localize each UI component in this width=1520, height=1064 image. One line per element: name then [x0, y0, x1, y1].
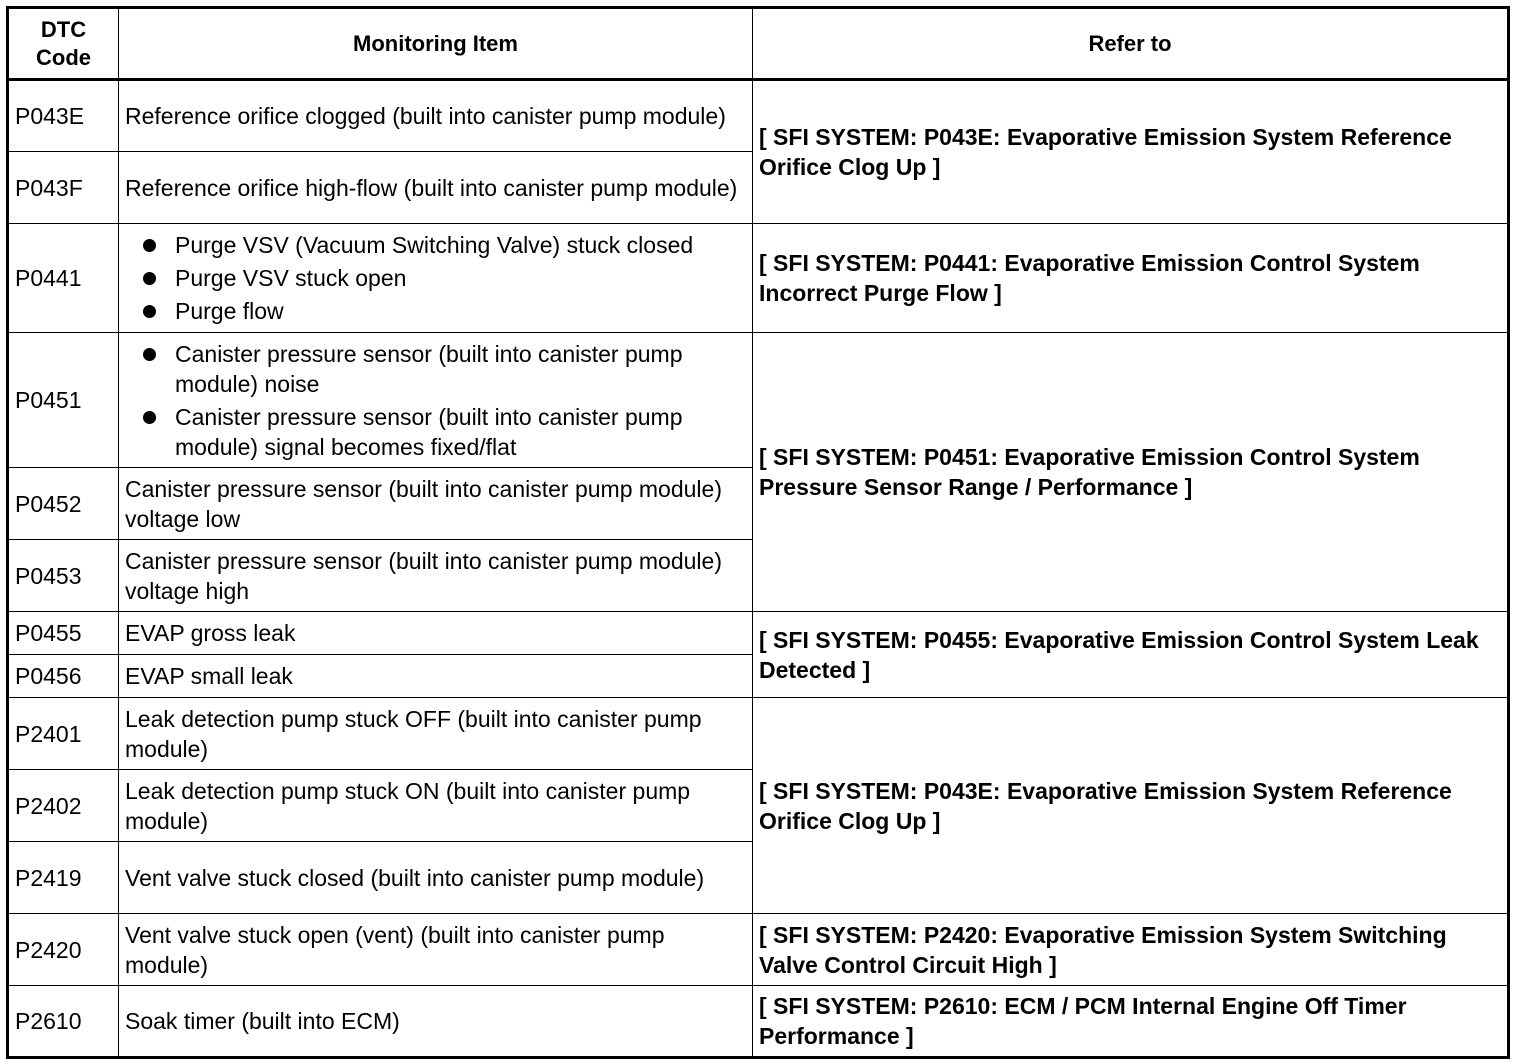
header-refer-to: Refer to — [753, 8, 1509, 80]
bullet-item: Canister pressure sensor (built into canister pump module) signal becomes fixed/flat — [125, 402, 746, 462]
monitoring-item: Reference orifice clogged (built into canister pump module) — [119, 80, 753, 152]
dtc-code: P0455 — [8, 612, 119, 655]
refer-to-link[interactable]: [ SFI SYSTEM: P0441: Evaporative Emission Control System Incorrect Purge Flow ] — [753, 224, 1509, 333]
table-row — [8, 986, 1509, 1058]
refer-to-link[interactable]: [ SFI SYSTEM: P2610: ECM / PCM Internal Engine Off Timer Performance ] — [753, 986, 1509, 1058]
refer-to-link[interactable]: [ SFI SYSTEM: P0455: Evaporative Emission Control System Leak Detected ] — [753, 612, 1509, 698]
dtc-code: P0441 — [8, 224, 119, 333]
dtc-code: P0456 — [8, 655, 119, 698]
monitoring-item: Vent valve stuck open (vent) (built into canister pump module) — [119, 914, 753, 986]
dtc-code: P2419 — [8, 842, 119, 914]
bullet-list — [125, 230, 746, 326]
monitoring-item: Canister pressure sensor (built into canister pump module) voltage low — [119, 468, 753, 540]
dtc-code: P0453 — [8, 540, 119, 612]
monitoring-item: Canister pressure sensor (built into canister pump module) voltage high — [119, 540, 753, 612]
refer-to-link[interactable]: [ SFI SYSTEM: P2420: Evaporative Emission System Switching Valve Control Circuit High ] — [753, 914, 1509, 986]
refer-to-link[interactable]: [ SFI SYSTEM: P043E: Evaporative Emission System Reference Orifice Clog Up ] — [753, 80, 1509, 224]
monitoring-item: Soak timer (built into ECM) — [119, 986, 753, 1058]
dtc-code: P0451 — [8, 333, 119, 468]
bullet-item: Purge VSV stuck open — [125, 263, 746, 293]
monitoring-item: EVAP small leak — [119, 655, 753, 698]
refer-to-link[interactable]: [ SFI SYSTEM: P043E: Evaporative Emission System Reference Orifice Clog Up ] — [753, 698, 1509, 914]
table-row — [8, 914, 1509, 986]
bullet-item: Purge VSV (Vacuum Switching Valve) stuck closed — [125, 230, 746, 260]
header-monitoring-item: Monitoring Item — [119, 8, 753, 80]
dtc-code: P043F — [8, 152, 119, 224]
header-dtc-code: DTC Code — [8, 8, 119, 80]
dtc-code: P2420 — [8, 914, 119, 986]
dtc-code: P043E — [8, 80, 119, 152]
dtc-code: P2402 — [8, 770, 119, 842]
monitoring-item: Leak detection pump stuck ON (built into canister pump module) — [119, 770, 753, 842]
dtc-code: P0452 — [8, 468, 119, 540]
bullet-item: Purge flow — [125, 296, 746, 326]
table-row — [8, 698, 1509, 770]
monitoring-item — [119, 333, 753, 468]
table-row — [8, 80, 1509, 152]
bullet-item: Canister pressure sensor (built into canister pump module) noise — [125, 339, 746, 399]
refer-to-link[interactable]: [ SFI SYSTEM: P0451: Evaporative Emission Control System Pressure Sensor Range / Performance ] — [753, 333, 1509, 612]
table-row — [8, 224, 1509, 333]
table-row — [8, 612, 1509, 655]
dtc-code: P2401 — [8, 698, 119, 770]
monitoring-item: Leak detection pump stuck OFF (built into canister pump module) — [119, 698, 753, 770]
bullet-list — [125, 339, 746, 462]
dtc-table — [6, 6, 1510, 1059]
table-row — [8, 333, 1509, 468]
monitoring-item — [119, 224, 753, 333]
monitoring-item: EVAP gross leak — [119, 612, 753, 655]
dtc-code: P2610 — [8, 986, 119, 1058]
header-row — [8, 8, 1509, 80]
monitoring-item: Vent valve stuck closed (built into canister pump module) — [119, 842, 753, 914]
monitoring-item: Reference orifice high-flow (built into canister pump module) — [119, 152, 753, 224]
